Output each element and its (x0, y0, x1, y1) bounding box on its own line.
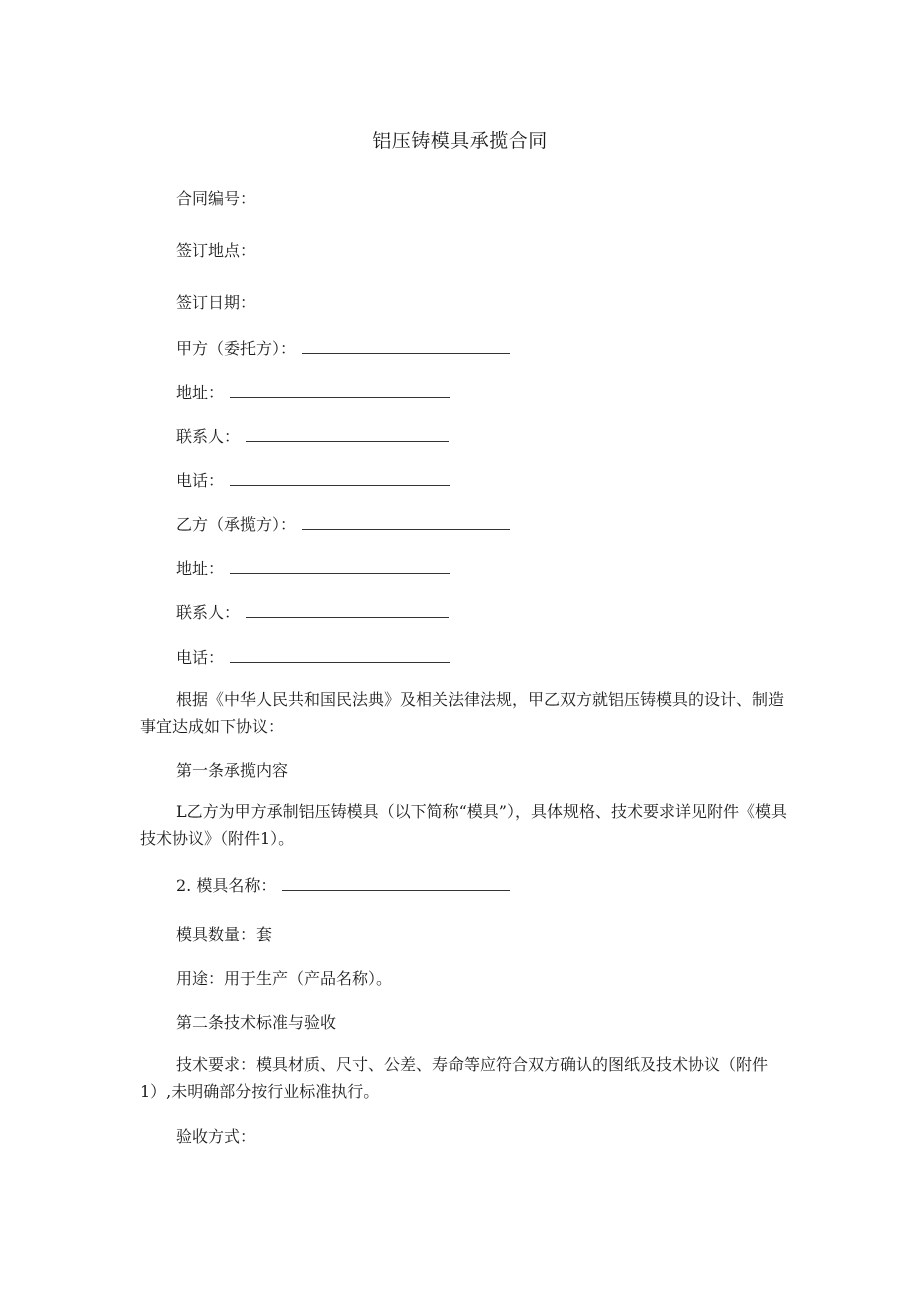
party-a-phone-blank[interactable] (230, 470, 450, 486)
party-b-name-label: 乙方（承揽方）： (176, 515, 297, 534)
preamble-paragraph: 根据《中华人民共和国民法典》及相关法律法规，甲乙双方就铝压铸模具的设计、制造事宜达成如下协议： (140, 690, 785, 736)
party-b-phone-label: 电话： (176, 648, 225, 667)
party-a-name-line (176, 338, 510, 359)
party-a-contact-label: 联系人： (176, 427, 241, 446)
party-a-phone-label: 电话： (176, 471, 225, 490)
party-a-name-blank[interactable] (302, 338, 510, 354)
party-a-name-label: 甲方（委托方）： (176, 339, 297, 358)
party-b-address-label: 地址： (176, 559, 225, 578)
contract-number-line (176, 189, 256, 209)
article1-heading: 第一条承揽内容 (176, 761, 289, 780)
sign-date-line (176, 293, 256, 313)
mold-quantity-line: 模具数量：套 (176, 925, 273, 944)
article2-heading: 第二条技术标准与验收 (176, 1013, 337, 1032)
mold-usage-line: 用途：用于生产（产品名称）。 (176, 969, 393, 988)
party-b-phone-line (176, 647, 450, 668)
sign-place-line (176, 241, 256, 261)
sign-date-label: 签订日期： (176, 293, 257, 312)
party-b-name-line (176, 514, 510, 535)
mold-name-label: 2. 模具名称： (176, 876, 277, 895)
tech-requirements-paragraph: 技术要求：模具材质、尺寸、公差、寿命等应符合双方确认的图纸及技术协议（附件1）,未明确部分按行业标准执行。 (140, 1055, 769, 1101)
mold-name-blank[interactable] (282, 875, 510, 891)
sign-place-label: 签订地点： (176, 241, 257, 260)
party-b-name-blank[interactable] (302, 514, 510, 530)
party-a-contact-blank[interactable] (246, 426, 449, 442)
party-b-contact-line (176, 602, 449, 623)
acceptance-method-line: 验收方式： (176, 1127, 257, 1146)
party-a-address-line (176, 382, 450, 403)
party-b-address-line (176, 558, 450, 579)
party-b-contact-blank[interactable] (246, 602, 449, 618)
contract-number-label: 合同编号： (176, 189, 257, 208)
article1-clause1: L乙方为甲方承制铝压铸模具（以下简称“模具”），具体规格、技术要求详见附件《模具技术协议》（附件1）。 (140, 802, 787, 848)
party-a-address-blank[interactable] (230, 382, 450, 398)
party-b-contact-label: 联系人： (176, 603, 241, 622)
document-title: 铝压铸模具承揽合同 (372, 130, 548, 152)
mold-name-line (176, 875, 510, 896)
party-a-phone-line (176, 470, 450, 491)
party-a-contact-line (176, 426, 449, 447)
party-b-address-blank[interactable] (230, 558, 450, 574)
party-b-phone-blank[interactable] (230, 647, 450, 663)
party-a-address-label: 地址： (176, 383, 225, 402)
